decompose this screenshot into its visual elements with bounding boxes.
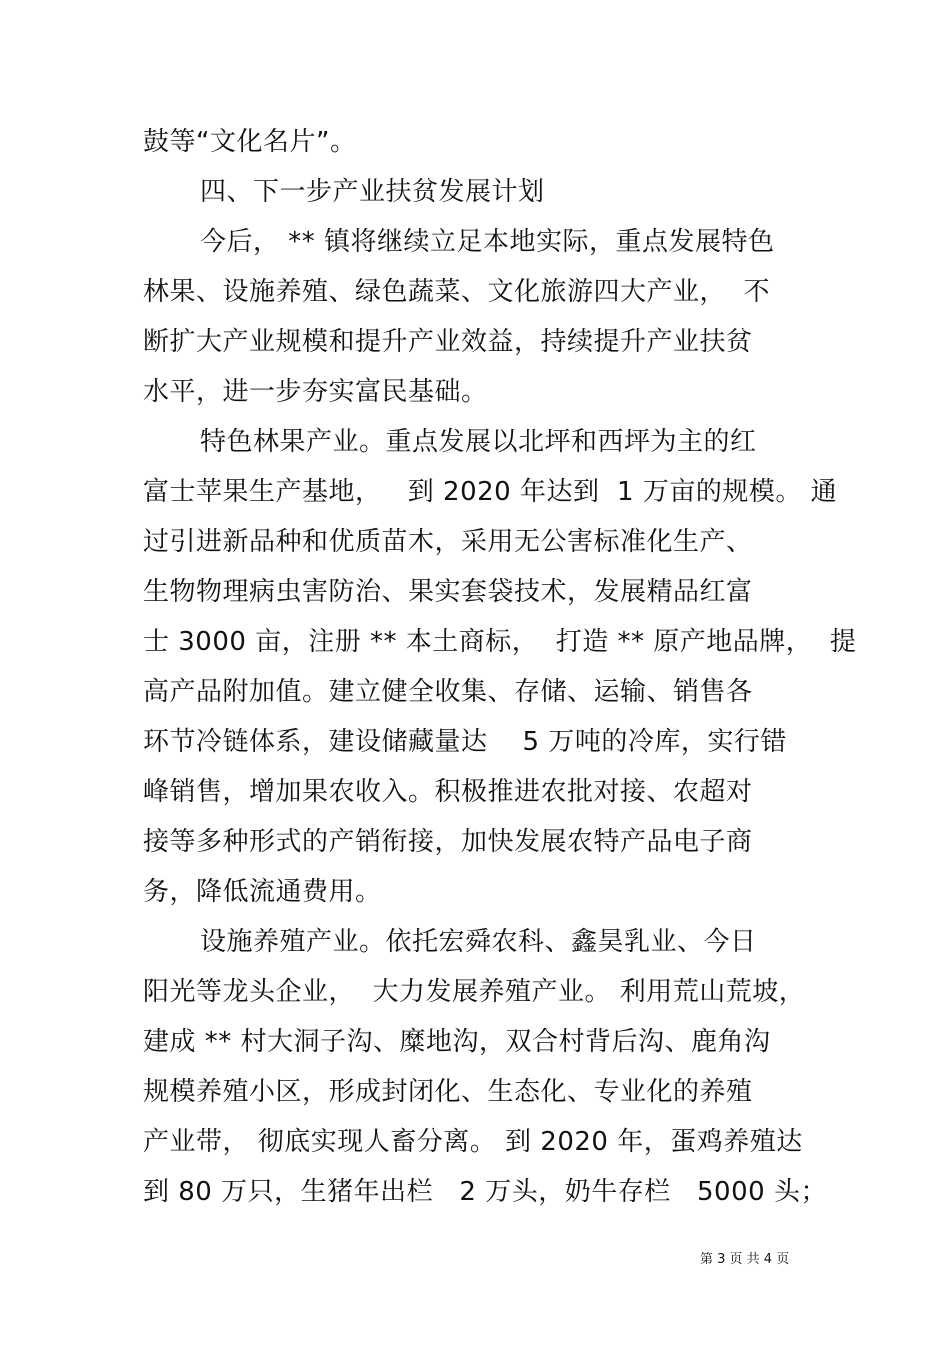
text-line: 高产品附加值。建立健全收集、存储、运输、销售各	[143, 677, 753, 707]
text-line: 林果、设施养殖、绿色蔬菜、文化旅游四大产业， 不	[143, 277, 771, 307]
text-line: 断扩大产业规模和提升产业效益，持续提升产业扶贫	[143, 327, 753, 357]
text-line: 峰销售，增加果农收入。积极推进农批对接、农超对	[143, 777, 753, 807]
text-line: 建成 ** 村大洞子沟、糜地沟，双合村背后沟、鹿角沟	[143, 1027, 771, 1057]
text-line: 士 3000 亩，注册 ** 本土商标， 打造 ** 原产地品牌， 提	[143, 627, 857, 657]
text-line: 产业带， 彻底实现人畜分离。 到 2020 年，蛋鸡养殖达	[143, 1127, 803, 1157]
page-number-footer: 第 3 页 共 4 页	[700, 1252, 790, 1267]
text-line: 生物物理病虫害防治、果实套袋技术，发展精品红富	[143, 577, 753, 607]
text-line: 规模养殖小区，形成封闭化、生态化、专业化的养殖	[143, 1077, 753, 1107]
text-line: 今后， ** 镇将继续立足本地实际，重点发展特色	[200, 227, 775, 257]
text-line: 设施养殖产业。依托宏舜农科、鑫昊乳业、今日	[200, 927, 757, 957]
text-line: 接等多种形式的产销衔接，加快发展农特产品电子商	[143, 827, 753, 857]
section-heading: 四、下一步产业扶贫发展计划	[200, 177, 545, 207]
text-line: 富士苹果生产基地， 到 2020 年达到 1 万亩的规模。 通	[143, 477, 838, 507]
text-line: 鼓等“文化名片”。	[143, 127, 357, 157]
text-line: 阳光等龙头企业， 大力发展养殖产业。 利用荒山荒坡，	[143, 977, 806, 1007]
text-line: 到 80 万只，生猪年出栏 2 万头，奶牛存栏 5000 头；	[143, 1177, 827, 1207]
text-line: 过引进新品种和优质苗木，采用无公害标准化生产、	[143, 527, 753, 557]
text-line: 环节冷链体系，建设储藏量达 5 万吨的冷库，实行错	[143, 727, 787, 757]
text-line: 水平，进一步夯实富民基础。	[143, 377, 488, 407]
text-line: 务，降低流通费用。	[143, 877, 382, 907]
text-line: 特色林果产业。重点发展以北坪和西坪为主的红	[200, 427, 757, 457]
